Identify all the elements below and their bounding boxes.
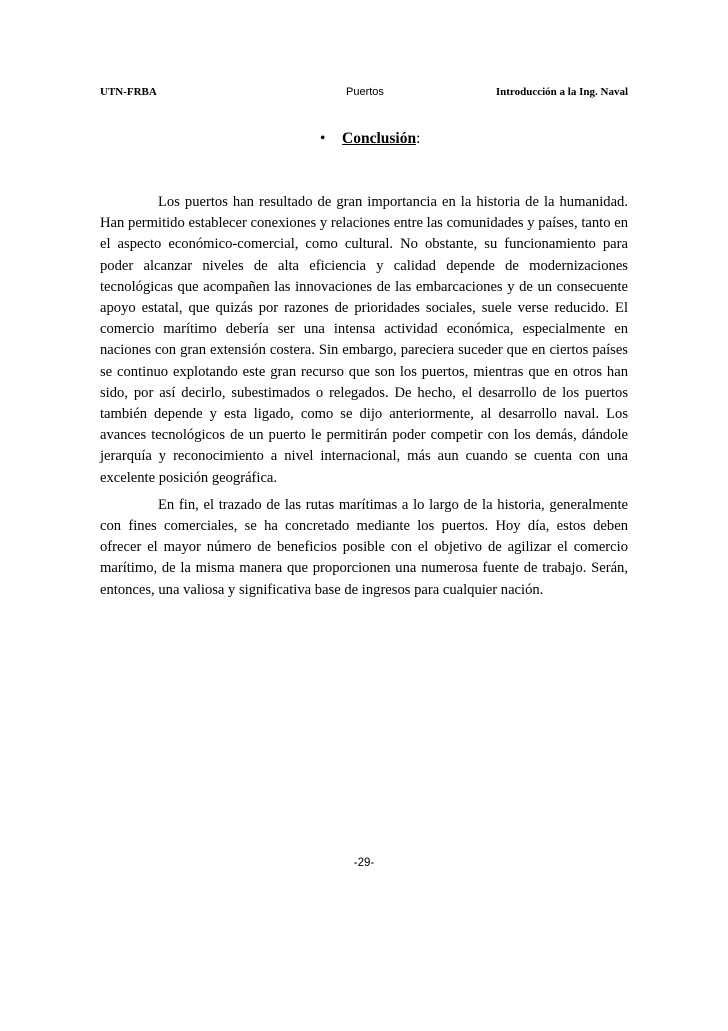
section-title-colon: : <box>416 130 421 147</box>
header-course: Introducción a la Ing. Naval <box>495 86 628 98</box>
paragraph-1: Los puertos han resultado de gran importancia en la historia de la humanidad. Han permitido establecer conexiones y relaciones entre las comunidades y países, tanto en el aspecto económico-comercial, como cultural. No obstante, su funcionamiento para poder alcanzar niveles de alta eficiencia y calidad depende de modernizaciones tecnológicas que acompañen las innovaciones de las embarcaciones y de un consecuente apoyo estatal, que quizás por razones de prioridades sociales, suele verse reducido. El comercio marítimo debería ser una intensa actividad económica, especialmente en naciones con gran extensión costera. Sin embargo, pareciera suceder que en ciertos países se continuo explotando este gran recurso que son los puertos, mientras que en otros han sido, por así decirlo, subestimados o relegados. De hecho, el desarrollo de los puertos también depende y esta ligado, como se dijo anteriormente, al desarrollo naval. Los avances tecnológicos de un puerto le permitirán poder competir con los demás, dándole jerarquía y reconocimiento a nivel internacional, más aun cuando se cuenta con una excelente posición geográfica. <box>100 194 628 486</box>
page-header <box>100 86 628 102</box>
page-number: -29- <box>353 857 375 869</box>
bullet-icon: • <box>320 130 326 147</box>
header-institution: UTN-FRBA <box>100 86 157 98</box>
section-heading <box>320 130 420 148</box>
header-topic: Puertos <box>346 86 384 98</box>
document-body <box>100 192 628 601</box>
section-title: Conclusión <box>342 130 417 147</box>
paragraph-2: En fin, el trazado de las rutas marítimas a lo largo de la historia, generalmente con fines comerciales, se ha concretado mediante los puertos. Hoy día, estos deben ofrecer el mayor número de beneficios posible con el objetivo de agilizar el comercio marítimo, de la misma manera que proporcionen una numerosa fuente de trabajo. Serán, entonces, una valiosa y significativa base de ingresos para cualquier nación. <box>100 496 628 598</box>
